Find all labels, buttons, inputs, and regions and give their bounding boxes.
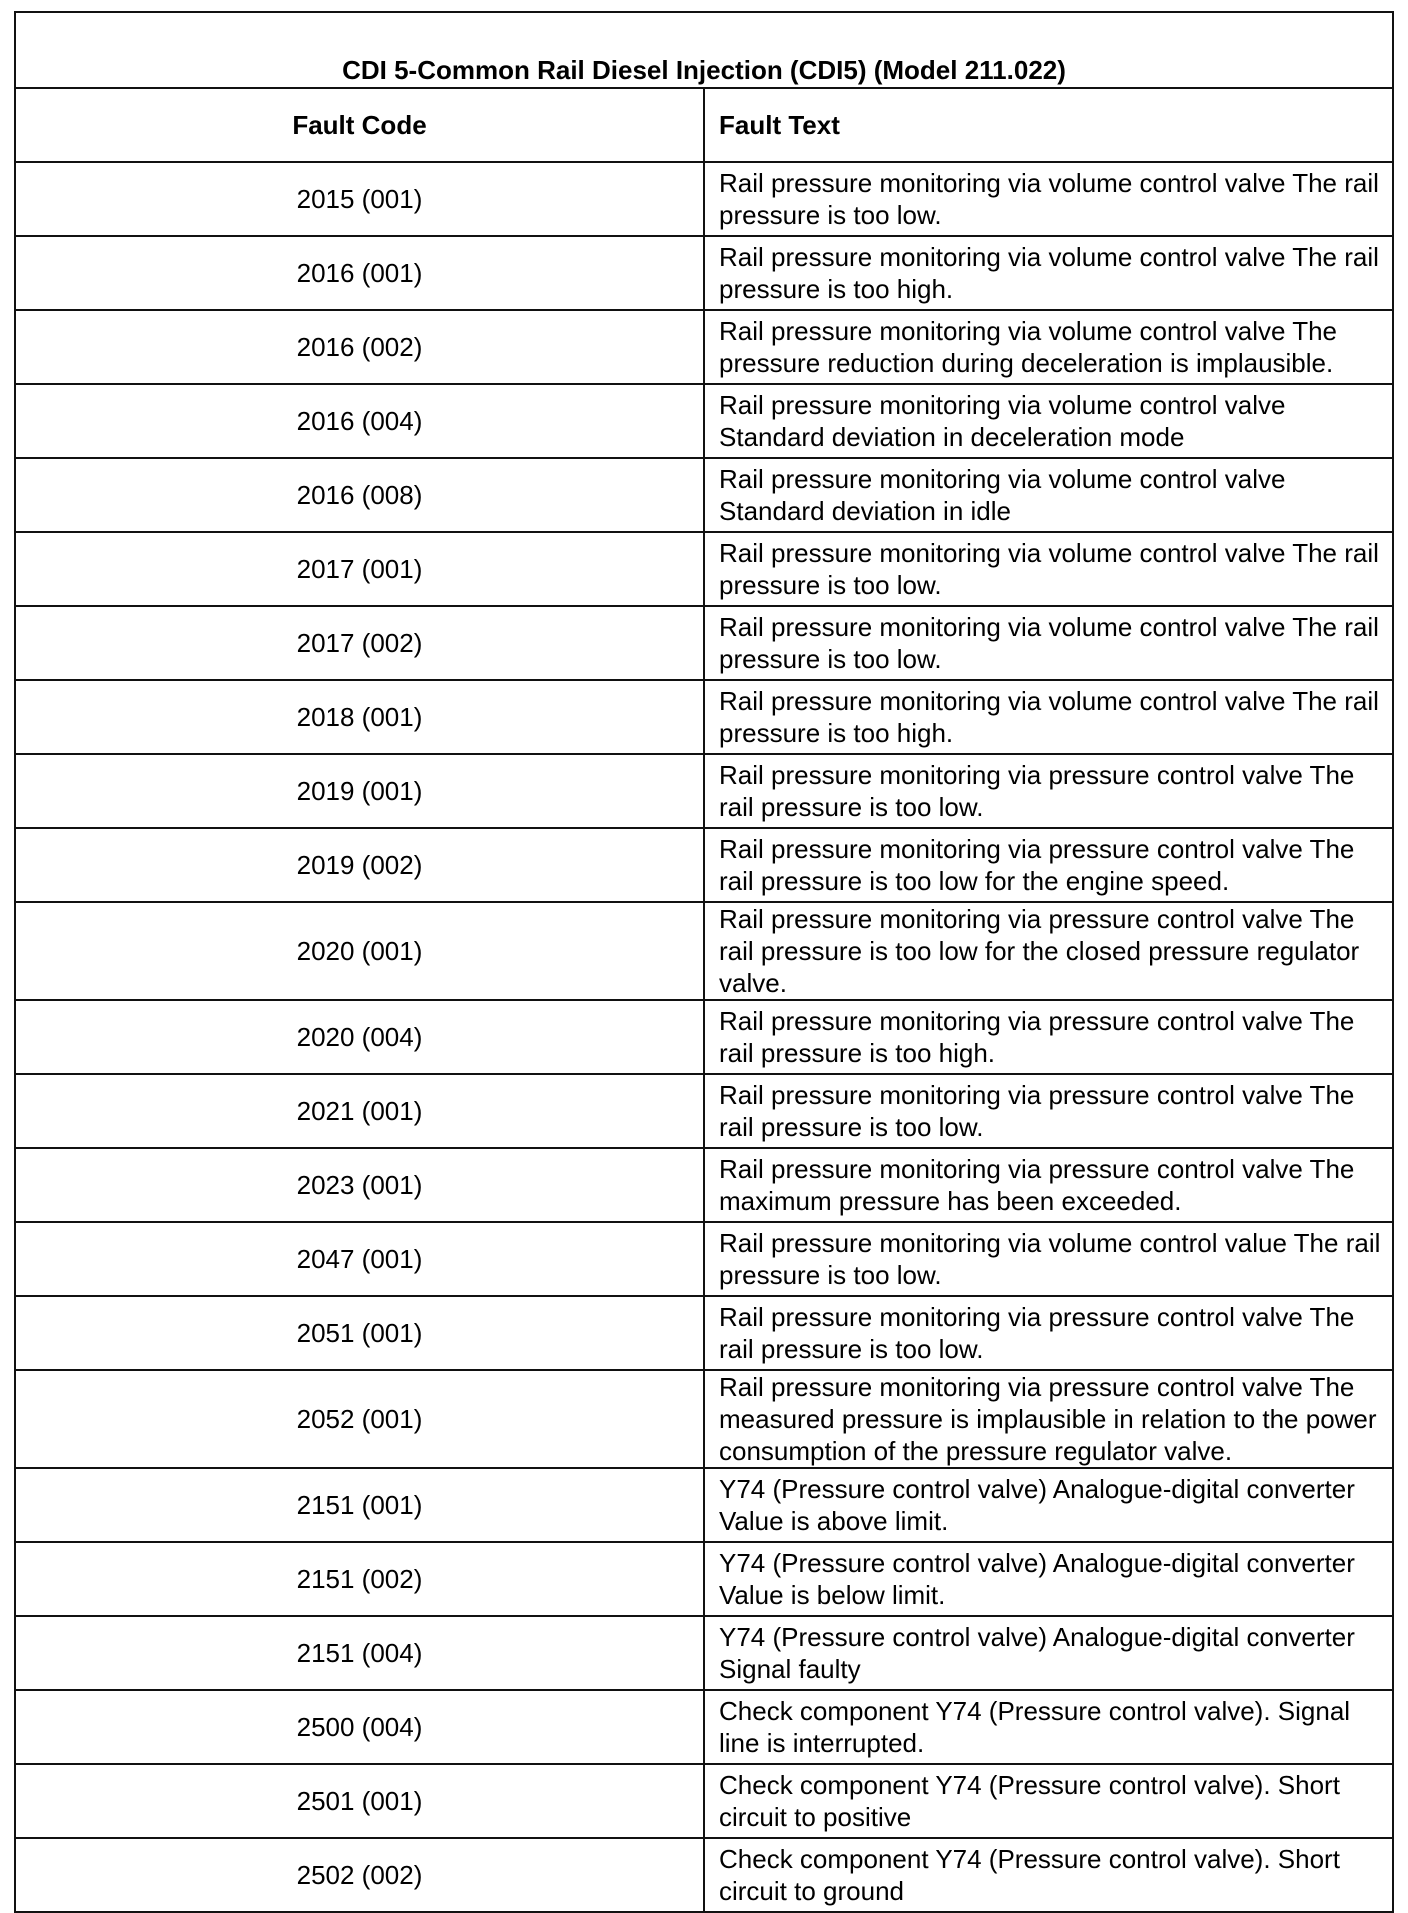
fault-code-cell: 2016 (001) [15, 236, 704, 310]
table-row [15, 1690, 1393, 1764]
header-fault-text: Fault Text [704, 88, 1393, 162]
fault-text-cell: Rail pressure monitoring via pressure control valve The rail pressure is too high. [704, 1000, 1393, 1074]
fault-text-cell: Y74 (Pressure control valve) Analogue-digital converter Signal faulty [704, 1616, 1393, 1690]
fault-text-cell: Rail pressure monitoring via volume control valve The pressure reduction during deceleration is implausible. [704, 310, 1393, 384]
fault-code-cell: 2020 (001) [15, 902, 704, 1000]
table-row [15, 606, 1393, 680]
fault-code-cell: 2020 (004) [15, 1000, 704, 1074]
table-row [15, 310, 1393, 384]
fault-code-cell: 2016 (008) [15, 458, 704, 532]
table-row [15, 680, 1393, 754]
fault-code-cell: 2021 (001) [15, 1074, 704, 1148]
fault-text-cell: Check component Y74 (Pressure control valve). Short circuit to positive [704, 1764, 1393, 1838]
table-title: CDI 5-Common Rail Diesel Injection (CDI5) (Model 211.022) [15, 12, 1393, 88]
fault-text-cell: Rail pressure monitoring via pressure control valve The measured pressure is implausible in relation to the power consumption of the pressure regulator valve. [704, 1370, 1393, 1468]
fault-text-cell: Rail pressure monitoring via volume control valve The rail pressure is too low. [704, 532, 1393, 606]
table-row [15, 1370, 1393, 1468]
fault-code-cell: 2502 (002) [15, 1838, 704, 1912]
table-row [15, 162, 1393, 236]
fault-code-cell: 2019 (001) [15, 754, 704, 828]
table-row [15, 1838, 1393, 1912]
table-row [15, 1764, 1393, 1838]
table-row [15, 458, 1393, 532]
table-row [15, 236, 1393, 310]
fault-text-cell: Rail pressure monitoring via pressure control valve The rail pressure is too low. [704, 1074, 1393, 1148]
fault-text-cell: Rail pressure monitoring via volume control valve The rail pressure is too low. [704, 606, 1393, 680]
table-row [15, 532, 1393, 606]
fault-code-cell: 2151 (002) [15, 1542, 704, 1616]
table-row [15, 1000, 1393, 1074]
fault-text-cell: Rail pressure monitoring via volume control valve The rail pressure is too high. [704, 236, 1393, 310]
fault-text-cell: Rail pressure monitoring via volume control valve The rail pressure is too high. [704, 680, 1393, 754]
fault-code-cell: 2016 (004) [15, 384, 704, 458]
table-row [15, 828, 1393, 902]
table-row [15, 1468, 1393, 1542]
table-row [15, 902, 1393, 1000]
fault-text-cell: Rail pressure monitoring via pressure control valve The rail pressure is too low. [704, 754, 1393, 828]
table-row [15, 1616, 1393, 1690]
fault-code-cell: 2500 (004) [15, 1690, 704, 1764]
fault-text-cell: Rail pressure monitoring via volume control valve Standard deviation in deceleration mode [704, 384, 1393, 458]
fault-code-cell: 2019 (002) [15, 828, 704, 902]
fault-code-table [14, 11, 1394, 1913]
fault-code-cell: 2052 (001) [15, 1370, 704, 1468]
fault-text-cell: Rail pressure monitoring via volume control value The rail pressure is too low. [704, 1222, 1393, 1296]
fault-code-cell: 2151 (001) [15, 1468, 704, 1542]
fault-text-cell: Y74 (Pressure control valve) Analogue-digital converter Value is below limit. [704, 1542, 1393, 1616]
fault-code-cell: 2047 (001) [15, 1222, 704, 1296]
fault-text-cell: Rail pressure monitoring via pressure control valve The rail pressure is too low for the engine speed. [704, 828, 1393, 902]
fault-text-cell: Rail pressure monitoring via volume control valve Standard deviation in idle [704, 458, 1393, 532]
fault-text-cell: Rail pressure monitoring via volume control valve The rail pressure is too low. [704, 162, 1393, 236]
fault-code-cell: 2023 (001) [15, 1148, 704, 1222]
table-row [15, 754, 1393, 828]
table-title-row [15, 12, 1393, 88]
table-header-row [15, 88, 1393, 162]
fault-text-cell: Check component Y74 (Pressure control valve). Short circuit to ground [704, 1838, 1393, 1912]
table-row [15, 1296, 1393, 1370]
fault-text-cell: Rail pressure monitoring via pressure control valve The rail pressure is too low for the closed pressure regulator valve. [704, 902, 1393, 1000]
fault-code-cell: 2151 (004) [15, 1616, 704, 1690]
fault-code-cell: 2501 (001) [15, 1764, 704, 1838]
fault-text-cell: Y74 (Pressure control valve) Analogue-digital converter Value is above limit. [704, 1468, 1393, 1542]
table-row [15, 1222, 1393, 1296]
table-row [15, 1074, 1393, 1148]
header-fault-code: Fault Code [15, 88, 704, 162]
fault-code-cell: 2015 (001) [15, 162, 704, 236]
table-row [15, 1148, 1393, 1222]
fault-text-cell: Rail pressure monitoring via pressure control valve The rail pressure is too low. [704, 1296, 1393, 1370]
fault-code-cell: 2018 (001) [15, 680, 704, 754]
fault-text-cell: Rail pressure monitoring via pressure control valve The maximum pressure has been exceeded. [704, 1148, 1393, 1222]
fault-code-cell: 2016 (002) [15, 310, 704, 384]
fault-code-cell: 2017 (001) [15, 532, 704, 606]
fault-code-cell: 2051 (001) [15, 1296, 704, 1370]
fault-text-cell: Check component Y74 (Pressure control valve). Signal line is interrupted. [704, 1690, 1393, 1764]
fault-code-cell: 2017 (002) [15, 606, 704, 680]
table-row [15, 384, 1393, 458]
table-row [15, 1542, 1393, 1616]
